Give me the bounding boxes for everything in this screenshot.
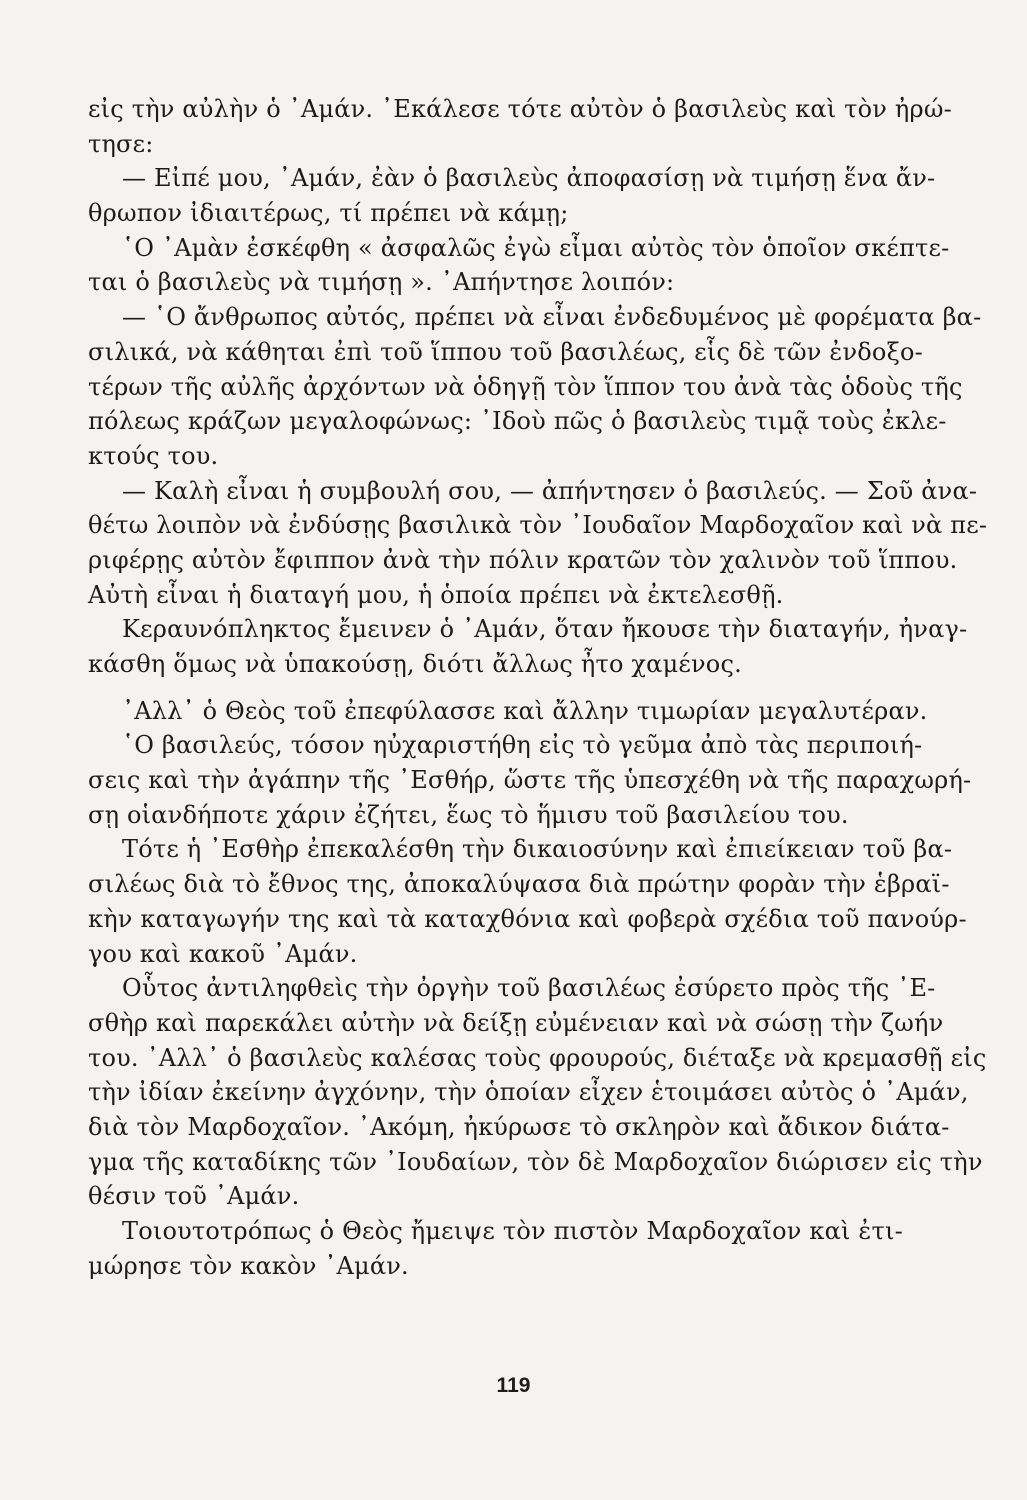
text-line: του. ᾿Αλλ᾿ ὁ βασιλεὺς καλέσας τοὺς φρουρούς, διέταξε νὰ κρεμασθῇ εἰς [88, 1043, 987, 1072]
text-line: κὴν καταγωγήν της καὶ τὰ καταχθόνια καὶ φοβερὰ σχέδια τοῦ πανούρ- [88, 904, 967, 933]
text-line: θέτω λοιπὸν νὰ ἐνδύσῃς βασιλικὰ τὸν ᾿Ιουδαῖον Μαρδοχαῖον καὶ νὰ πε- [88, 511, 988, 540]
text-line: σιλικά, νὰ κάθηται ἐπὶ τοῦ ἵππου τοῦ βασιλέως, εἷς δὲ τῶν ἐνδοξο- [88, 337, 923, 366]
text-line: τὴν ἰδίαν ἐκείνην ἀγχόνην, τὴν ὁποίαν εἶχεν ἑτοιμάσει αὐτὸς ὁ ᾿Αμάν, [88, 1078, 969, 1107]
text-line: κτούς του. [88, 441, 219, 470]
text-line: — Εἰπέ μου, ᾿Αμάν, ἐὰν ὁ βασιλεὺς ἀποφασίσῃ νὰ τιμήσῃ ἕνα ἄν- [122, 164, 936, 193]
text-line: ᾿Αλλ᾿ ὁ Θεὸς τοῦ ἐπεφύλασσε καὶ ἄλλην τιμωρίαν μεγαλυτέραν. [122, 696, 928, 725]
text-line: Αὐτὴ εἶναι ἡ διαταγή μου, ἡ ὁποία πρέπει νὰ ἐκτελεσθῇ. [88, 580, 784, 609]
text-line: γμα τῆς καταδίκης τῶν ᾿Ιουδαίων, τὸν δὲ Μαρδοχαῖον διώρισεν εἰς τὴν [88, 1147, 983, 1176]
paragraph-gap [88, 682, 848, 694]
text-line: Οὗτος ἀντιληφθεὶς τὴν ὀργὴν τοῦ βασιλέως ἐσύρετο πρὸς τῆς ᾿Ε- [122, 974, 936, 1003]
text-line: Κεραυνόπληκτος ἔμεινεν ὁ ᾿Αμάν, ὅταν ἤκουσε τὴν διαταγήν, ἠναγ- [122, 615, 968, 644]
body-text [88, 92, 988, 1283]
text-line: γου καὶ κακοῦ ᾿Αμάν. [88, 939, 358, 968]
text-line: — Καλὴ εἶναι ἡ συμβουλή σου, — ἀπήντησεν ὁ βασιλεύς. — Σοῦ ἀνα- [122, 476, 978, 505]
text-line: θρωπον ἰδιαιτέρως, τί πρέπει νὰ κάμῃ; [88, 199, 569, 228]
text-line: μώρησε τὸν κακὸν ᾿Αμάν. [88, 1251, 409, 1280]
page-number: 119 [496, 1374, 531, 1397]
text-line: εἰς τὴν αὐλὴν ὁ ᾿Αμάν. ᾿Εκάλεσε τότε αὐτὸν ὁ βασιλεὺς καὶ τὸν ἠρώ- [88, 95, 952, 123]
text-line: σιλέως διὰ τὸ ἔθνος της, ἀποκαλύψασα διὰ πρώτην φορὰν τὴν ἑβραϊ- [88, 870, 950, 899]
text-line: κάσθη ὅμως νὰ ὑπακούσῃ, διότι ἄλλως ἦτο χαμένος. [88, 650, 742, 678]
text-line: ῾Ο ᾿Αμὰν ἐσκέφθη « ἀσφαλῶς ἐγὼ εἶμαι αὐτὸς τὸν ὁποῖον σκέπτε- [122, 233, 950, 262]
text-line: Τότε ἡ ᾿Εσθὴρ ἐπεκαλέσθη τὴν δικαιοσύνην καὶ ἐπιείκειαν τοῦ βα- [122, 835, 953, 864]
text-line: ριφέρῃς αὐτὸν ἔφιππον ἀνὰ τὴν πόλιν κρατῶν τὸν χαλινὸν τοῦ ἵππου. [88, 545, 958, 574]
text-line: ῾Ο βασιλεύς, τόσον ηὐχαριστήθη εἰς τὸ γεῦμα ἀπὸ τὰς περιποιή- [122, 731, 923, 760]
text-line: θέσιν τοῦ ᾿Αμάν. [88, 1182, 300, 1211]
text-line: πόλεως κράζων μεγαλοφώνως: ᾿Ιδοὺ πῶς ὁ βασιλεὺς τιμᾷ τοὺς ἐκλε- [88, 407, 947, 436]
text-line: σθὴρ καὶ παρεκάλει αὐτὴν νὰ δείξῃ εὐμένειαν καὶ νὰ σώσῃ τὴν ζωήν [88, 1008, 944, 1037]
text-line: ται ὁ βασιλεὺς νὰ τιμήσῃ ». ᾿Απήντησε λοιπόν: [88, 268, 675, 297]
text-line: Τοιουτοτρόπως ὁ Θεὸς ἤμειψε τὸν πιστὸν Μαρδοχαῖον καὶ ἐτι- [122, 1217, 903, 1245]
text-line: — ῾Ο ἄνθρωπος αὐτός, πρέπει νὰ εἶναι ἐνδεδυμένος μὲ φορέματα βα- [122, 303, 982, 332]
text-line: τησε: [88, 129, 154, 158]
text-line: σῃ οἱανδήποτε χάριν ἐζήτει, ἕως τὸ ἥμισυ τοῦ βασιλείου του. [88, 800, 849, 829]
text-line: διὰ τὸν Μαρδοχαῖον. ᾿Ακόμη, ἠκύρωσε τὸ σκληρὸν καὶ ἄδικον διάτα- [88, 1112, 950, 1141]
text-line: σεις καὶ τὴν ἀγάπην τῆς ᾿Εσθήρ, ὥστε τῆς ὑπεσχέθη νὰ τῆς παραχωρή- [88, 766, 972, 795]
text-line: τέρων τῆς αὐλῆς ἀρχόντων νὰ ὁδηγῇ τὸν ἵππον του ἀνὰ τὰς ὁδοὺς τῆς [88, 372, 963, 401]
